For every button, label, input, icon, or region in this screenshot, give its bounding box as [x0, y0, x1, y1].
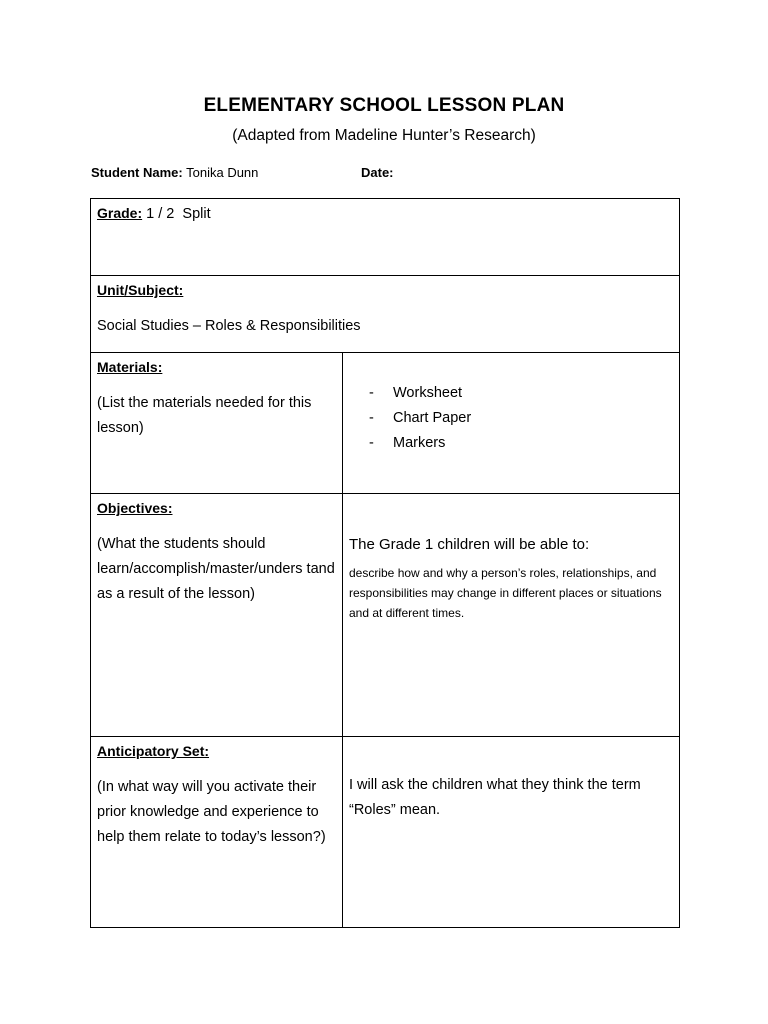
- objectives-label-cell: [91, 494, 343, 737]
- student-name-label: Student Name:: [91, 165, 183, 180]
- grade-label: Grade:: [97, 205, 143, 221]
- document-title: ELEMENTARY SCHOOL LESSON PLAN: [203, 95, 565, 116]
- materials-row: [91, 353, 680, 494]
- materials-label: Materials:: [97, 359, 163, 375]
- unit-value: Social Studies – Roles & Responsibilities: [97, 318, 361, 334]
- materials-label-cell: [91, 353, 343, 494]
- anticipatory-row: [91, 737, 680, 928]
- materials-prompt: (List the materials needed for this lesson): [97, 395, 312, 436]
- list-item: - Chart Paper: [369, 410, 472, 426]
- objectives-heading: The Grade 1 children will be able to:: [349, 536, 590, 553]
- anticipatory-content-cell: [343, 737, 680, 928]
- grade-cell: [91, 199, 680, 276]
- document-subtitle: (Adapted from Madeline Hunter’s Research): [232, 127, 536, 144]
- student-name-value: Tonika Dunn: [186, 165, 259, 180]
- unit-cell: [91, 276, 680, 353]
- unit-row: [91, 276, 680, 353]
- grade-value: 1 / 2 Split: [146, 206, 211, 222]
- objectives-prompt: (What the students should learn/accomplish/master/unders tand as a result of the lesson): [97, 536, 335, 602]
- grade-row: [91, 199, 680, 276]
- materials-list: [349, 381, 673, 456]
- list-item: - Markers: [369, 435, 446, 451]
- lesson-plan-table: [90, 198, 680, 928]
- objectives-text: describe how and why a person’s roles, relationships, and responsibilities may change in different places or situations and at different times.: [349, 566, 662, 620]
- anticipatory-label: Anticipatory Set:: [97, 743, 210, 759]
- objectives-label: Objectives:: [97, 500, 173, 516]
- list-item: - Worksheet: [369, 385, 463, 401]
- anticipatory-response: I will ask the children what they think the term “Roles” mean.: [349, 777, 641, 818]
- student-name-field: [91, 165, 258, 180]
- materials-content-cell: [343, 353, 680, 494]
- anticipatory-label-cell: [91, 737, 343, 928]
- date-label: Date:: [361, 165, 394, 180]
- anticipatory-prompt: (In what way will you activate their prior knowledge and experience to help them relate to today’s lesson?): [97, 779, 326, 845]
- date-field: [361, 165, 394, 180]
- objectives-content-cell: [343, 494, 680, 737]
- objectives-row: [91, 494, 680, 737]
- unit-label: Unit/Subject:: [97, 282, 184, 298]
